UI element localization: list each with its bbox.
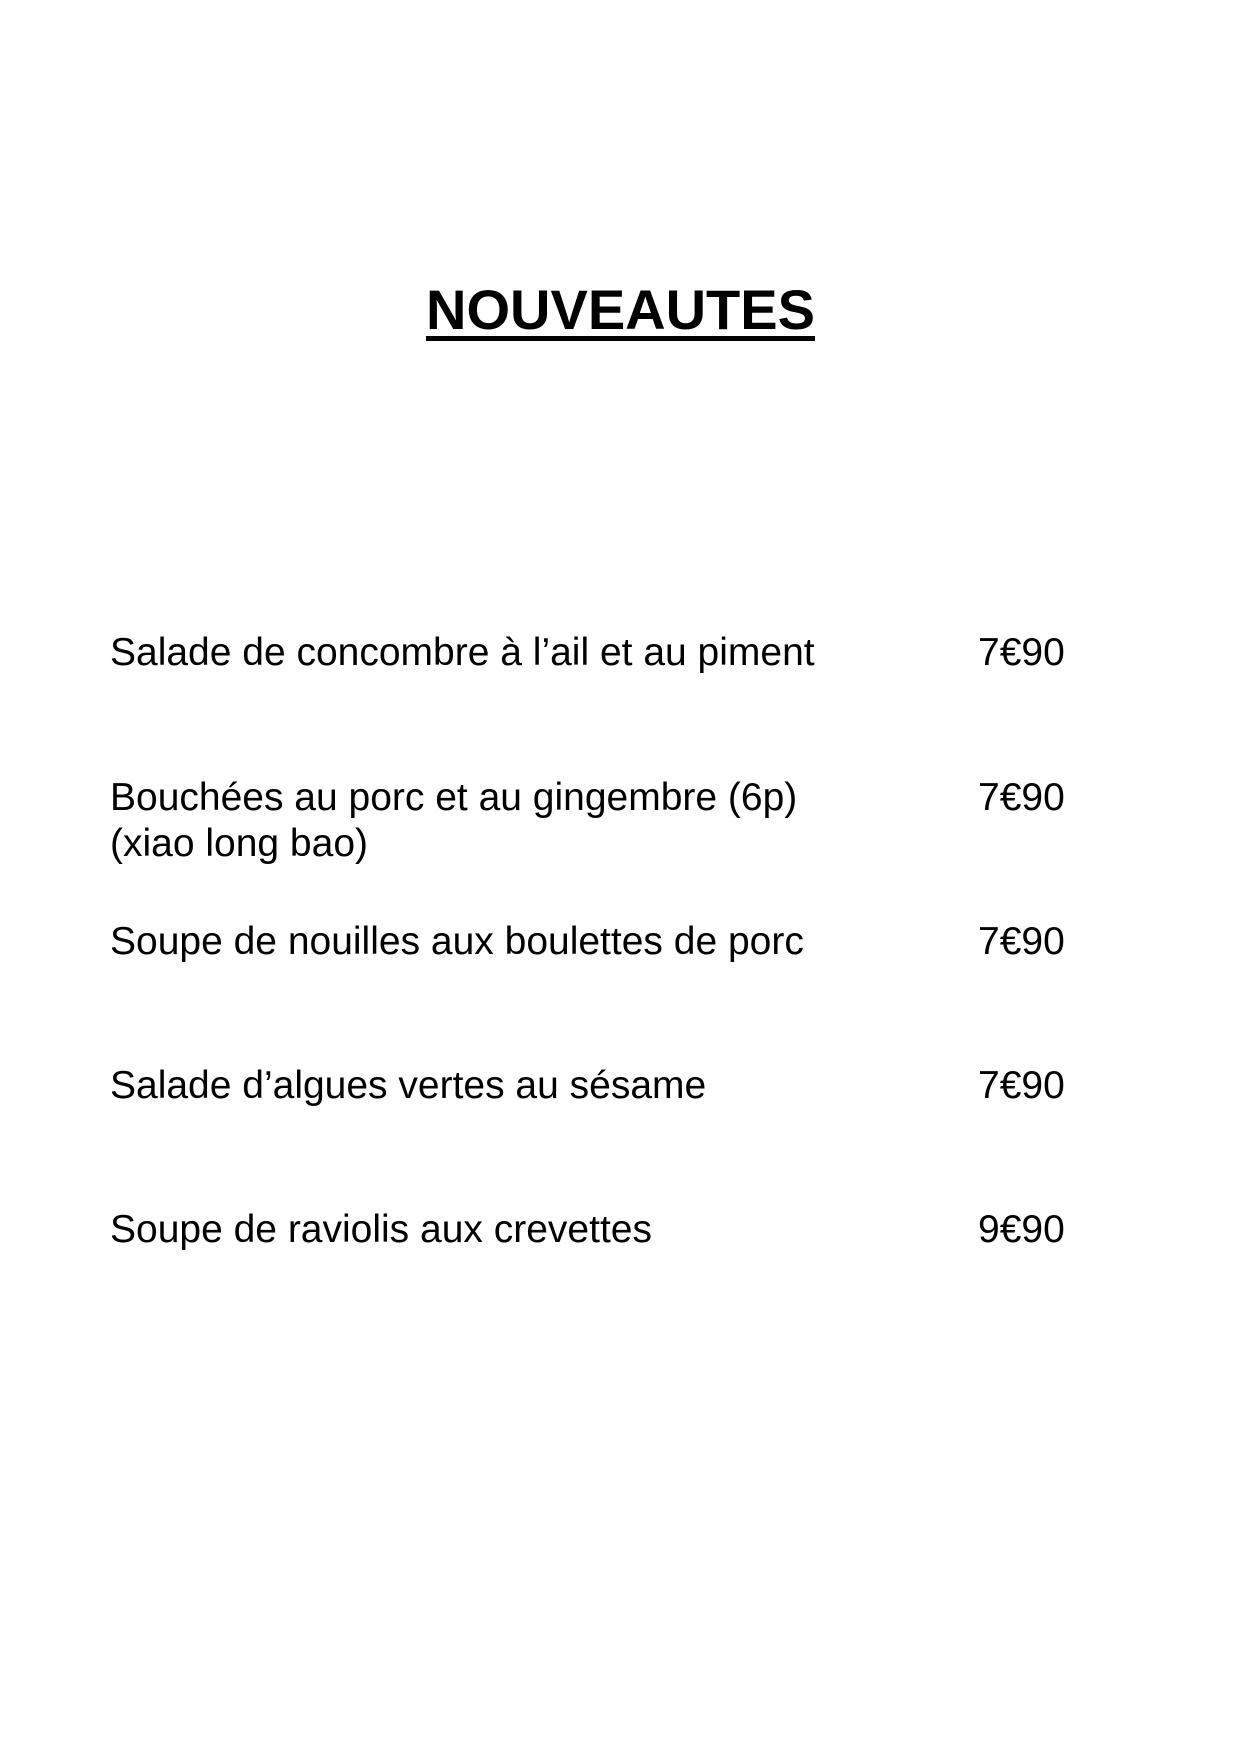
- menu-item-name: Soupe de raviolis aux crevettes: [110, 1208, 652, 1251]
- menu-item-price: 9€90: [978, 1208, 1065, 1251]
- menu-item-name: Soupe de nouilles aux boulettes de porc: [110, 920, 804, 963]
- menu-item-price: 7€90: [978, 631, 1065, 674]
- menu-item-price: 7€90: [978, 920, 1065, 963]
- menu-item-name: Salade d’algues vertes au sésame: [110, 1064, 707, 1107]
- menu-item-price: 7€90: [978, 776, 1065, 819]
- page-title-text: NOUVEAUTES: [426, 278, 815, 341]
- menu-item-name: Salade de concombre à l’ail et au piment: [110, 631, 815, 674]
- page-title: [0, 278, 1241, 341]
- menu-item-price: 7€90: [978, 1064, 1065, 1107]
- menu-item-name: Bouchées au porc et au gingembre (6p) (xiao long bao): [110, 776, 798, 865]
